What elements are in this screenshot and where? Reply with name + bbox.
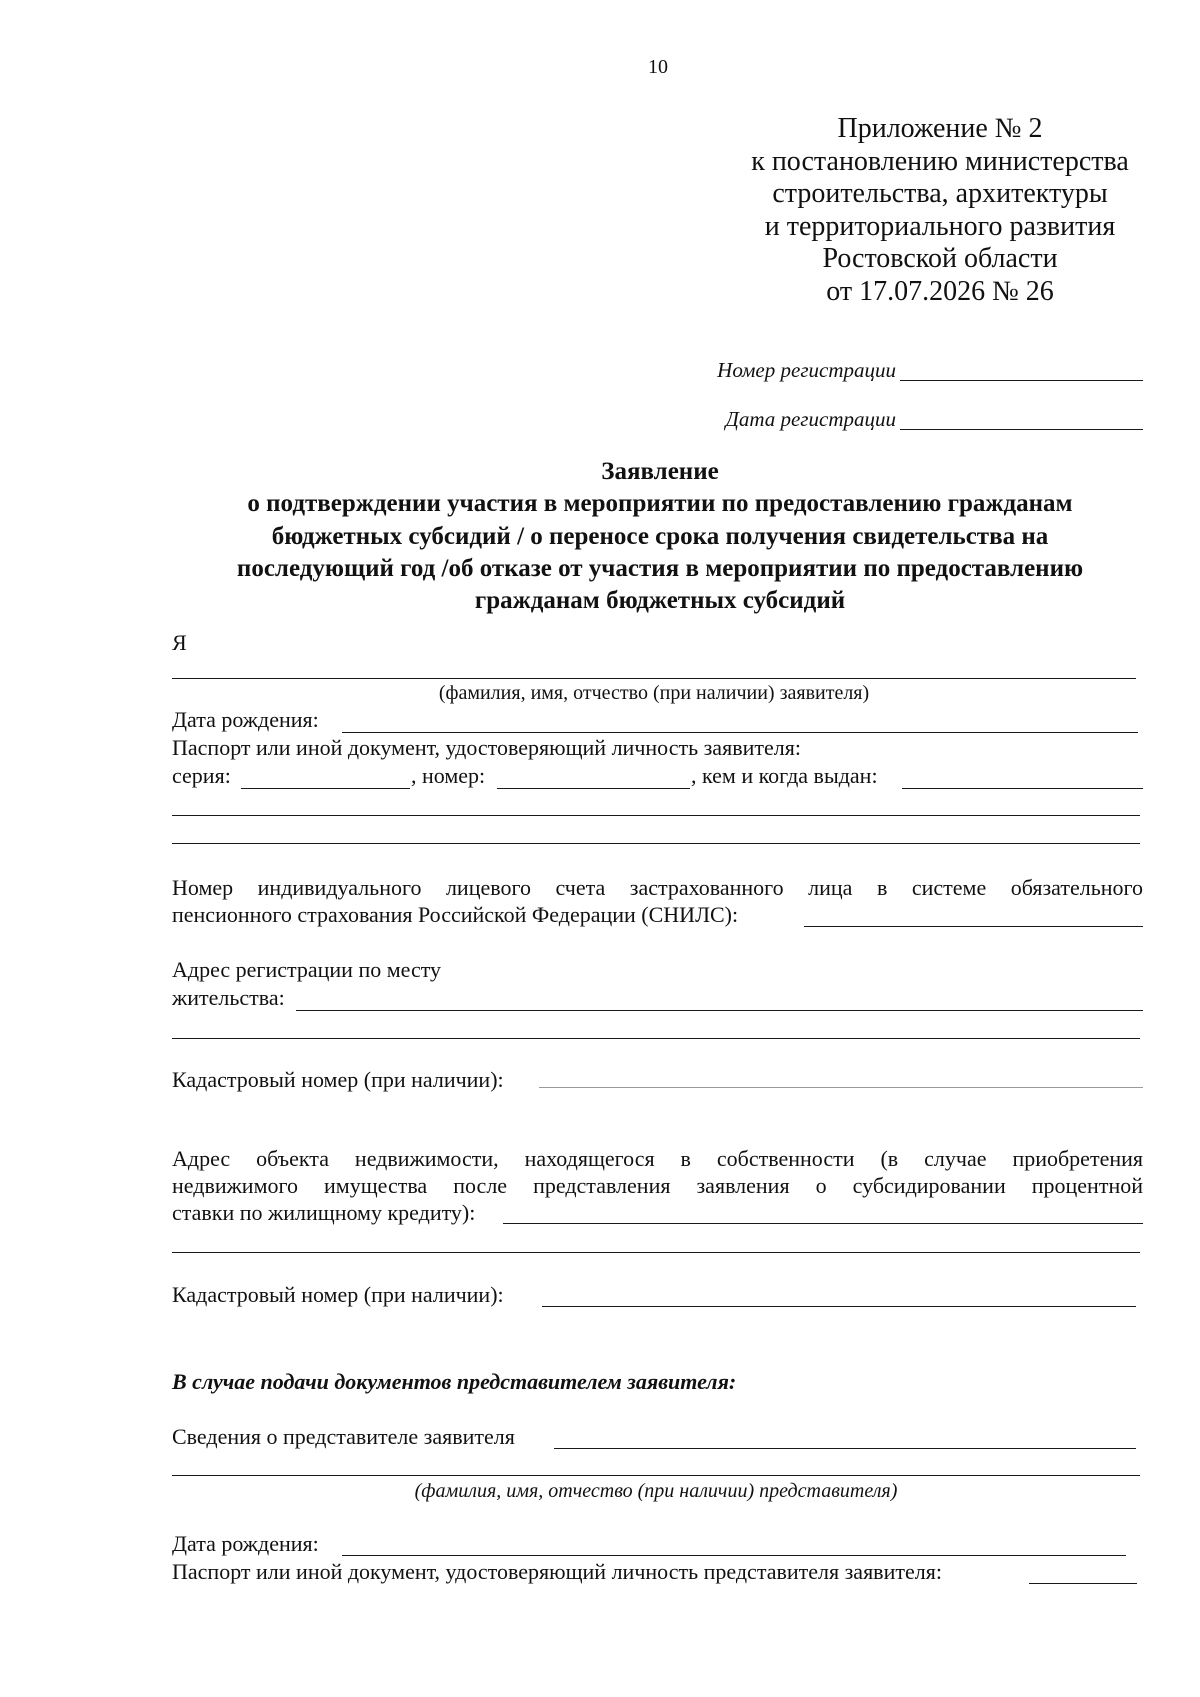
snils-text-line: Номер индивидуального лицевого счета застрахованного лица в системе обязательного xyxy=(172,875,1143,900)
applicant-series-field[interactable] xyxy=(241,788,410,789)
address-field-line-2[interactable] xyxy=(172,1038,1140,1039)
representative-fio-field[interactable] xyxy=(172,1475,1140,1476)
cadastral-number-field[interactable] xyxy=(539,1087,1143,1088)
property-cadastral-label: Кадастровый номер (при наличии): xyxy=(172,1282,504,1307)
registration-date-label: Дата регистрации xyxy=(725,407,896,431)
applicant-number-field[interactable] xyxy=(497,788,690,789)
representative-info-label: Сведения о представителе заявителя xyxy=(172,1424,515,1449)
page-number: 10 xyxy=(648,56,668,78)
registration-number-row xyxy=(600,358,896,384)
address-field[interactable] xyxy=(296,1010,1143,1011)
appendix-line: и территориального развития xyxy=(764,210,1116,242)
applicant-birth-field[interactable] xyxy=(342,732,1138,733)
appendix-line: Ростовской области xyxy=(822,243,1058,274)
title-line: последующий год /об отказе от участия в мероприятии по предоставлению xyxy=(236,554,1084,582)
registration-number-field[interactable] xyxy=(900,380,1143,381)
property-address-block xyxy=(172,1145,1143,1226)
representative-birth-field[interactable] xyxy=(342,1555,1126,1556)
appendix-line: строительства, архитектуры xyxy=(772,178,1108,209)
address-label: Адрес регистрации по месту xyxy=(172,957,442,982)
applicant-issued-label: , кем и когда выдан: xyxy=(691,763,878,788)
applicant-issued-field[interactable] xyxy=(902,788,1143,789)
property-text-line: ставки по жилищному кредиту): xyxy=(172,1200,476,1225)
property-cadastral-field[interactable] xyxy=(542,1306,1136,1307)
applicant-issued-field-line-2[interactable] xyxy=(172,815,1140,816)
applicant-fio-field[interactable] xyxy=(172,678,1136,679)
applicant-passport-label: Паспорт или иной документ, удостоверяющий личность заявителя: xyxy=(172,735,801,760)
registration-number-label: Номер регистрации xyxy=(717,358,896,382)
document-title xyxy=(160,456,1160,617)
applicant-ya: Я xyxy=(172,630,187,655)
representative-birth-label: Дата рождения: xyxy=(172,1531,319,1556)
snils-text-line: пенсионного страхования Российской Федерации (СНИЛС): xyxy=(172,902,739,927)
appendix-line: к постановлению министерства xyxy=(751,145,1129,177)
representative-fio-caption: (фамилия, имя, отчество (при наличии) представителя) xyxy=(414,1480,898,1502)
property-text-line: недвижимого имущества после представления заявления о субсидировании процентной xyxy=(172,1173,1143,1198)
representative-heading: В случае подачи документов представителем заявителя: xyxy=(172,1369,737,1394)
title-line: гражданам бюджетных субсидий xyxy=(474,587,846,615)
appendix-header xyxy=(745,113,1135,308)
property-text-line: Адрес объекта недвижимости, находящегося в собственности (в случае приобретения xyxy=(172,1146,1143,1171)
property-address-field-line-2[interactable] xyxy=(172,1252,1140,1253)
title-line: бюджетных субсидий / о переносе срока получения свидетельства на xyxy=(271,522,1049,550)
appendix-line: от 17.07.2026 № 26 xyxy=(826,275,1054,307)
applicant-birth-label: Дата рождения: xyxy=(172,707,319,732)
title-line: Заявление xyxy=(601,458,719,485)
applicant-fio-caption: (фамилия, имя, отчество (при наличии) заявителя) xyxy=(438,682,870,704)
cadastral-number-label: Кадастровый номер (при наличии): xyxy=(172,1067,504,1092)
representative-info-field[interactable] xyxy=(554,1448,1136,1449)
snils-block xyxy=(172,874,1143,928)
address-label-2: жительства: xyxy=(172,985,285,1010)
representative-passport-field[interactable] xyxy=(1029,1583,1137,1584)
applicant-issued-field-line-3[interactable] xyxy=(172,843,1140,844)
property-address-field[interactable] xyxy=(503,1223,1143,1224)
representative-passport-label: Паспорт или иной документ, удостоверяющий личность представителя заявителя: xyxy=(172,1559,942,1584)
applicant-number-label: , номер: xyxy=(411,763,486,788)
title-line: о подтверждении участия в мероприятии по предоставлению гражданам xyxy=(247,490,1073,518)
registration-date-field[interactable] xyxy=(900,429,1143,430)
applicant-series-label: серия: xyxy=(172,763,231,788)
registration-date-row xyxy=(600,407,896,433)
appendix-line: Приложение № 2 xyxy=(837,113,1043,144)
snils-field[interactable] xyxy=(804,926,1143,927)
